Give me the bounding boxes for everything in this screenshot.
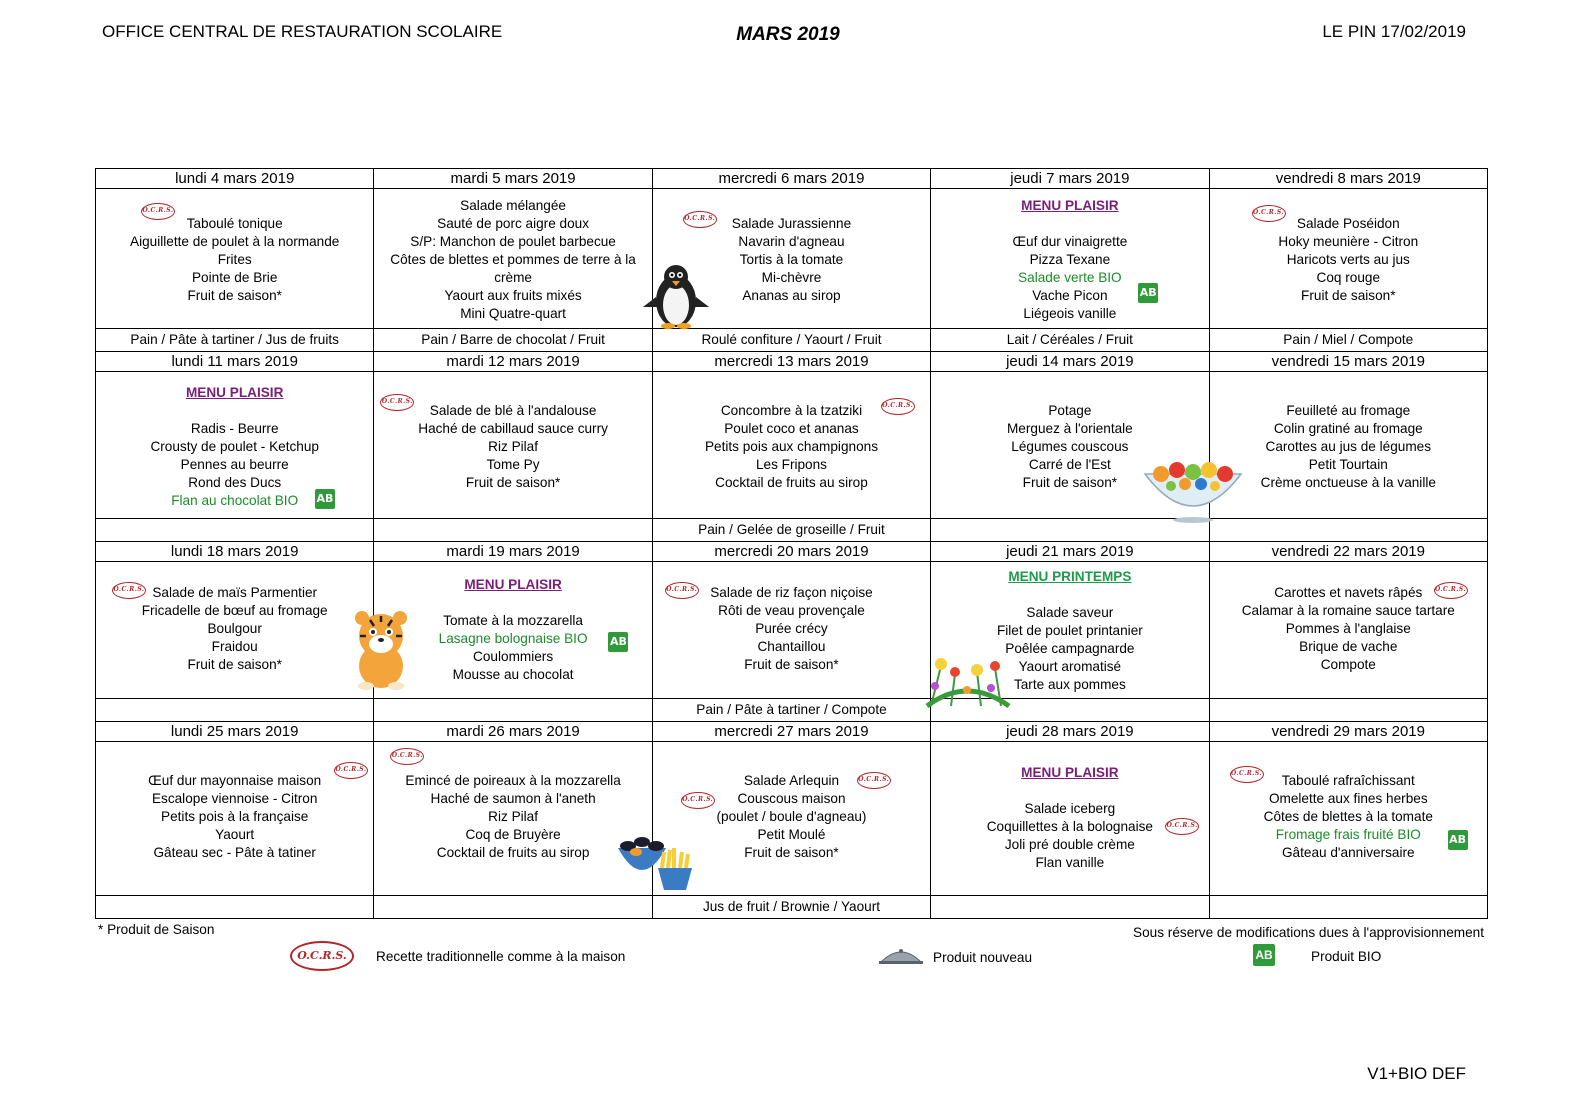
snack-cell: Pain / Miel / Compote bbox=[1209, 329, 1487, 352]
day-menu-cell bbox=[931, 372, 1209, 519]
day-menu-cell bbox=[96, 372, 374, 519]
snack-cell bbox=[374, 699, 652, 722]
dish: Œuf dur mayonnaise maison bbox=[148, 773, 322, 788]
dish: Yaourt aromatisé bbox=[1018, 659, 1122, 674]
snack-cell bbox=[96, 699, 374, 722]
day-menu-cell bbox=[96, 562, 374, 699]
snack-row bbox=[96, 519, 1488, 542]
day-header: mercredi 13 mars 2019 bbox=[652, 352, 930, 372]
dish: Les Fripons bbox=[755, 457, 827, 472]
snack-cell bbox=[374, 519, 652, 542]
menu-title: MENU PLAISIR bbox=[464, 577, 562, 592]
ocrs-icon: O.C.R.S. bbox=[141, 203, 175, 220]
dish: Fruit de saison* bbox=[1022, 475, 1118, 490]
dish: Salade de maïs Parmentier bbox=[152, 585, 318, 600]
day-menu-cell bbox=[652, 372, 930, 519]
dish: Filet de poulet printanier bbox=[996, 623, 1143, 638]
menu-title: MENU PLAISIR bbox=[185, 385, 284, 400]
dish: Concombre à la tzatziki bbox=[720, 403, 863, 418]
dish: Coq de Bruyère bbox=[465, 827, 561, 842]
legend-new-label: Produit nouveau bbox=[933, 950, 1033, 965]
dish: Colin gratiné au fromage bbox=[1273, 421, 1423, 436]
dish: Carré de l'Est bbox=[1028, 457, 1111, 472]
dish: S/P: Manchon de poulet barbecue bbox=[410, 234, 616, 249]
reserve-note: Sous réserve de modifications dues à l'approvisionnement bbox=[1133, 925, 1484, 940]
dish: Salade Jurassienne bbox=[731, 216, 852, 231]
day-menu-cell bbox=[652, 562, 930, 699]
dish: Yaourt bbox=[215, 827, 255, 842]
dish: Cocktail de fruits au sirop bbox=[715, 475, 868, 490]
dish: Taboulé tonique bbox=[186, 216, 283, 231]
dish: Haché de saumon à l'aneth bbox=[430, 791, 596, 806]
dish: Haricots verts au jus bbox=[1286, 252, 1410, 267]
snack-row bbox=[96, 699, 1488, 722]
day-menu-cell bbox=[1209, 189, 1487, 329]
dish: Riz Pilaf bbox=[488, 809, 539, 824]
day-menu-cell bbox=[96, 742, 374, 896]
ocrs-icon: O.C.R.S. bbox=[683, 211, 717, 228]
dish: Omelette aux fines herbes bbox=[1268, 791, 1428, 806]
dish: Fruit de saison* bbox=[744, 845, 839, 860]
snack-cell: Pain / Barre de chocolat / Fruit bbox=[374, 329, 652, 352]
day-menu-cell bbox=[96, 189, 374, 329]
dish: Carottes au jus de légumes bbox=[1265, 439, 1432, 454]
dish: Emincé de poireaux à la mozzarella bbox=[405, 773, 621, 788]
dish: Coulommiers bbox=[473, 649, 554, 664]
dish: Tortis à la tomate bbox=[739, 252, 844, 267]
dish: Fruit de saison* bbox=[187, 657, 282, 672]
snack-cell bbox=[1209, 896, 1487, 919]
dish: Radis - Beurre bbox=[190, 421, 279, 436]
dishes-row bbox=[96, 742, 1488, 896]
day-menu-cell bbox=[1209, 562, 1487, 699]
day-header: mardi 26 mars 2019 bbox=[374, 722, 652, 742]
day-menu-cell bbox=[374, 562, 652, 699]
dish: Taboulé rafraîchissant bbox=[1281, 773, 1415, 788]
dish: Pizza Texane bbox=[1029, 252, 1111, 267]
dish: Poêlée campagnarde bbox=[1005, 641, 1135, 656]
snack-cell: Roulé confiture / Yaourt / Fruit bbox=[652, 329, 930, 352]
dish: Fruit de saison* bbox=[465, 475, 561, 490]
ab-bio-icon: AB bbox=[608, 632, 628, 652]
dish: Petit Moulé bbox=[757, 827, 826, 842]
season-note: * Produit de Saison bbox=[98, 922, 215, 937]
dish: Poulet coco et ananas bbox=[724, 421, 859, 436]
dish: Chantaillou bbox=[757, 639, 826, 654]
day-menu-cell bbox=[931, 189, 1209, 329]
dish: Gâteau sec - Pâte à tatiner bbox=[153, 845, 316, 860]
ocrs-legend-icon: O.C.R.S. bbox=[290, 941, 354, 971]
dish: Tome Py bbox=[486, 457, 540, 472]
dish: Petits pois aux champignons bbox=[704, 439, 878, 454]
dish: Tomate à la mozzarella bbox=[443, 613, 583, 628]
dish: Œuf dur vinaigrette bbox=[1012, 234, 1128, 249]
dish: Tarte aux pommes bbox=[1013, 677, 1126, 692]
dish: Brique de vache bbox=[1299, 639, 1398, 654]
menu-title: MENU PLAISIR bbox=[1021, 765, 1119, 780]
day-header: mercredi 27 mars 2019 bbox=[652, 722, 930, 742]
day-header: vendredi 8 mars 2019 bbox=[1209, 169, 1487, 189]
day-header: mercredi 6 mars 2019 bbox=[652, 169, 930, 189]
day-header: lundi 11 mars 2019 bbox=[96, 352, 374, 372]
penguin-icon bbox=[639, 263, 713, 329]
dish: Ananas au sirop bbox=[742, 288, 841, 303]
dish: Liégeois vanille bbox=[1023, 306, 1117, 321]
snack-cell: Pain / Pâte à tartiner / Jus de fruits bbox=[96, 329, 374, 352]
menu-title: MENU PLAISIR bbox=[1021, 198, 1119, 213]
day-header: lundi 25 mars 2019 bbox=[96, 722, 374, 742]
dish: Merguez à l'orientale bbox=[1006, 421, 1133, 436]
day-menu-cell bbox=[374, 742, 652, 896]
dish: Hoky meunière - Citron bbox=[1278, 234, 1419, 249]
ocrs-icon: O.C.R.S. bbox=[334, 762, 368, 779]
ocrs-icon: O.C.R.S. bbox=[390, 748, 424, 765]
ocrs-icon: O.C.R.S. bbox=[112, 582, 146, 599]
day-header-row bbox=[96, 169, 1488, 189]
dish: Côtes de blettes et pommes de terre à la crème bbox=[390, 252, 636, 285]
place-date: LE PIN 17/02/2019 bbox=[1322, 22, 1466, 41]
dish: Flan vanille bbox=[1035, 855, 1105, 870]
dish: Fraidou bbox=[211, 639, 258, 654]
day-menu-cell bbox=[652, 742, 930, 896]
snack-cell bbox=[931, 699, 1209, 722]
dish: Pennes au beurre bbox=[180, 457, 289, 472]
snack-cell: Lait / Céréales / Fruit bbox=[931, 329, 1209, 352]
day-header: vendredi 29 mars 2019 bbox=[1209, 722, 1487, 742]
dish: Fricadelle de bœuf au fromage bbox=[141, 603, 328, 618]
ocrs-icon: O.C.R.S. bbox=[1230, 766, 1264, 783]
day-header: jeudi 7 mars 2019 bbox=[931, 169, 1209, 189]
menu-title: MENU PRINTEMPS bbox=[1008, 569, 1132, 584]
page-title: MARS 2019 bbox=[736, 24, 840, 45]
day-header: mardi 19 mars 2019 bbox=[374, 542, 652, 562]
day-menu-cell bbox=[374, 189, 652, 329]
dish: Salade Poséidon bbox=[1296, 216, 1400, 231]
menu-table bbox=[95, 168, 1488, 919]
legend-bio-label: Produit BIO bbox=[1311, 949, 1382, 964]
dish: Boulgour bbox=[207, 621, 262, 636]
dish: Mousse au chocolat bbox=[452, 667, 574, 682]
snack-cell bbox=[96, 519, 374, 542]
dish: Haché de cabillaud sauce curry bbox=[418, 421, 608, 436]
dish: Petits pois à la française bbox=[161, 809, 309, 824]
day-menu-cell bbox=[931, 562, 1209, 699]
day-header: jeudi 14 mars 2019 bbox=[931, 352, 1209, 372]
ab-bio-icon: AB bbox=[1448, 830, 1468, 850]
version-label: V1+BIO DEF bbox=[1367, 1064, 1466, 1083]
dish-bio: Flan au chocolat BIO bbox=[171, 493, 299, 508]
day-header: mercredi 20 mars 2019 bbox=[652, 542, 930, 562]
dish: Calamar à la romaine sauce tartare bbox=[1241, 603, 1455, 618]
ocrs-icon: O.C.R.S. bbox=[857, 772, 891, 789]
day-header: jeudi 21 mars 2019 bbox=[931, 542, 1209, 562]
snack-row bbox=[96, 896, 1488, 919]
dish: Coq rouge bbox=[1316, 270, 1381, 285]
ocrs-icon: O.C.R.S. bbox=[681, 792, 715, 809]
dish: Salade de blé à l'andalouse bbox=[429, 403, 597, 418]
dish: Salade mélangée bbox=[460, 198, 566, 213]
snack-cell bbox=[931, 896, 1209, 919]
dish: Pommes à l'anglaise bbox=[1285, 621, 1411, 636]
dishes-row bbox=[96, 562, 1488, 699]
day-menu-cell bbox=[374, 372, 652, 519]
ocrs-icon: O.C.R.S. bbox=[665, 582, 699, 599]
day-header: mardi 12 mars 2019 bbox=[374, 352, 652, 372]
ab-bio-legend-icon: AB bbox=[1253, 944, 1275, 966]
dish: Purée crécy bbox=[755, 621, 828, 636]
dish: Yaourt aux fruits mixés bbox=[444, 288, 582, 303]
dish: Carottes et navets râpés bbox=[1274, 585, 1423, 600]
dish: Feuilleté au fromage bbox=[1286, 403, 1411, 418]
legend-ocrs-label: Recette traditionnelle comme à la maison bbox=[376, 949, 626, 964]
ab-bio-icon: AB bbox=[315, 489, 335, 509]
dish-bio: Lasagne bolognaise BIO bbox=[438, 631, 588, 646]
dish: Compote bbox=[1320, 657, 1376, 672]
dish-bio: Fromage frais fruité BIO bbox=[1275, 827, 1421, 842]
ocrs-icon: O.C.R.S. bbox=[1165, 818, 1199, 835]
snack-row bbox=[96, 329, 1488, 352]
snack-cell bbox=[1209, 699, 1487, 722]
snack-cell: Jus de fruit / Brownie / Yaourt bbox=[652, 896, 930, 919]
day-menu-cell bbox=[1209, 372, 1487, 519]
snack-cell bbox=[1209, 519, 1487, 542]
day-header-row bbox=[96, 542, 1488, 562]
dish: Joli pré double crème bbox=[1004, 837, 1135, 852]
day-header-row bbox=[96, 352, 1488, 372]
day-header: vendredi 22 mars 2019 bbox=[1209, 542, 1487, 562]
dish: Fruit de saison* bbox=[744, 657, 839, 672]
ab-bio-icon: AB bbox=[1138, 283, 1158, 303]
dish: (poulet / boule d'agneau) bbox=[716, 809, 867, 824]
organization-name: OFFICE CENTRAL DE RESTAURATION SCOLAIRE bbox=[102, 22, 503, 41]
dish: Navarin d'agneau bbox=[738, 234, 845, 249]
cloche-icon bbox=[878, 946, 924, 966]
dish: Fruit de saison* bbox=[1301, 288, 1396, 303]
day-menu-cell bbox=[1209, 742, 1487, 896]
dish: Escalope viennoise - Citron bbox=[151, 791, 318, 806]
dish: Côtes de blettes à la tomate bbox=[1263, 809, 1433, 824]
ocrs-icon: O.C.R.S. bbox=[380, 394, 414, 411]
day-header: lundi 18 mars 2019 bbox=[96, 542, 374, 562]
dish: Potage bbox=[1048, 403, 1092, 418]
dish: Frites bbox=[217, 252, 252, 267]
snack-cell: Pain / Gelée de groseille / Fruit bbox=[652, 519, 930, 542]
dish: Aiguillette de poulet à la normande bbox=[130, 234, 340, 249]
ocrs-icon: O.C.R.S. bbox=[1252, 205, 1286, 222]
dish: Couscous maison bbox=[737, 791, 846, 806]
day-header: vendredi 15 mars 2019 bbox=[1209, 352, 1487, 372]
day-header-row bbox=[96, 722, 1488, 742]
dish: Riz Pilaf bbox=[488, 439, 539, 454]
dish: Coquillettes à la bolognaise bbox=[986, 819, 1153, 834]
ocrs-icon: O.C.R.S. bbox=[1434, 582, 1468, 599]
snack-cell bbox=[931, 519, 1209, 542]
dish-bio: Salade verte BIO bbox=[1018, 270, 1122, 285]
dish: Gâteau d'anniversaire bbox=[1281, 845, 1415, 860]
day-header: lundi 4 mars 2019 bbox=[96, 169, 374, 189]
ocrs-icon: O.C.R.S. bbox=[881, 398, 915, 415]
dish: Rôti de veau provençale bbox=[718, 603, 865, 618]
day-header: mardi 5 mars 2019 bbox=[374, 169, 652, 189]
dish: Pointe de Brie bbox=[191, 270, 278, 285]
dish: Salade de riz façon niçoise bbox=[710, 585, 873, 600]
dish: Salade Arlequin bbox=[743, 773, 840, 788]
dish: Mi-chèvre bbox=[761, 270, 822, 285]
snack-cell bbox=[374, 896, 652, 919]
day-header: jeudi 28 mars 2019 bbox=[931, 722, 1209, 742]
dish: Crousty de poulet - Ketchup bbox=[150, 439, 319, 454]
dishes-row bbox=[96, 189, 1488, 329]
dish: Crème onctueuse à la vanille bbox=[1260, 475, 1436, 490]
dish: Salade saveur bbox=[1026, 605, 1114, 620]
day-menu-cell bbox=[652, 189, 930, 329]
snack-cell bbox=[96, 896, 374, 919]
dish: Légumes couscous bbox=[1011, 439, 1129, 454]
dish: Fruit de saison* bbox=[187, 288, 282, 303]
dish: Rond des Ducs bbox=[188, 475, 282, 490]
dish: Vache Picon bbox=[1032, 288, 1108, 303]
dish: Mini Quatre-quart bbox=[460, 306, 566, 321]
dish: Cocktail de fruits au sirop bbox=[436, 845, 590, 860]
dish: Petit Tourtain bbox=[1308, 457, 1388, 472]
snack-cell: Pain / Pâte à tartiner / Compote bbox=[652, 699, 930, 722]
dishes-row bbox=[96, 372, 1488, 519]
dish: Sauté de porc aigre doux bbox=[437, 216, 590, 231]
dish: Salade iceberg bbox=[1024, 801, 1116, 816]
day-menu-cell bbox=[931, 742, 1209, 896]
